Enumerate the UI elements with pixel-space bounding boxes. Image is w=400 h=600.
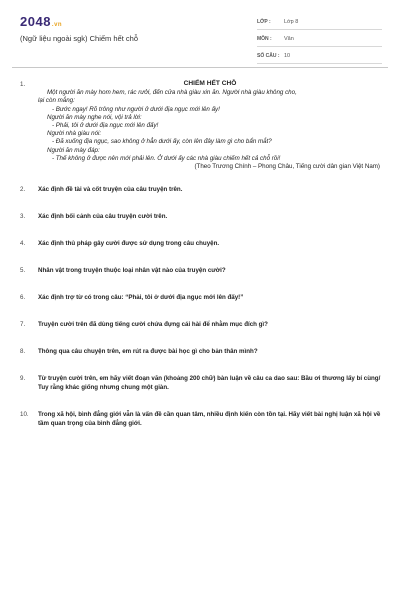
question-text: Xác định bối cảnh của câu truyện cười trên.	[38, 213, 168, 221]
question-5	[20, 266, 382, 275]
question-number: 2.	[20, 186, 26, 194]
meta-row-class	[257, 16, 382, 30]
reading-passage	[38, 80, 382, 171]
question-number: 4.	[20, 240, 26, 248]
logo-main: 2048	[20, 14, 51, 29]
meta-key: MÔN :	[257, 36, 272, 42]
meta-key: LỚP :	[257, 19, 271, 25]
question-text: Xác định đề tài và cốt truyện của câu truyện trên.	[38, 186, 183, 194]
document-title: (Ngữ liệu ngoài sgk) Chiếm hết chỗ	[20, 34, 138, 43]
meta-key: SỐ CÂU :	[257, 53, 280, 59]
passage-line: Một người ăn mày hom hem, rác rưởi, đến cửa nhà giàu xin ăn. Người nhà giàu không cho,	[47, 89, 297, 97]
question-number: 8.	[20, 348, 26, 356]
question-6	[20, 293, 382, 302]
question-text: Nhân vật trong truyện thuộc loại nhân vật nào của truyện cười?	[38, 267, 226, 275]
meta-row-question-count	[257, 50, 382, 64]
question-number: 10.	[20, 411, 29, 419]
site-logo[interactable]	[20, 14, 62, 29]
question-list	[20, 80, 382, 428]
meta-value: 10	[284, 53, 291, 59]
passage-line: - Thế không ở được nên mới phải lên. Ở dưới ấy các nhà giàu chiếm hết cả chỗ rồi!	[52, 154, 281, 162]
question-7	[20, 320, 382, 329]
question-number: 5.	[20, 267, 26, 275]
question-9	[20, 374, 382, 392]
question-text: Xác định thủ pháp gây cười được sử dụng trong câu chuyện.	[38, 240, 220, 248]
question-2	[20, 185, 382, 194]
question-text: Thông qua câu chuyện trên, em rút ra được bài học gì cho bản thân mình?	[38, 348, 258, 356]
header-divider	[12, 67, 388, 68]
passage-line: Người ăn mày nghe nói, vội trả lời:	[47, 113, 142, 121]
question-10	[20, 410, 382, 428]
question-text: Xác định trợ từ có trong câu: “Phải, tôi ở dưới địa ngục mới lên đấy!”	[38, 294, 244, 302]
logo-tld: .vn	[51, 22, 63, 28]
question-number: 9.	[20, 375, 26, 383]
question-3	[20, 212, 382, 221]
passage-line: Người ăn mày đáp:	[47, 146, 100, 154]
question-text: Trong xã hội, bình đẳng giới vẫn là vấn đề cần quan tâm, nhiều định kiến còn tồn tại. Hãy viết bài nghị luận xã hội về tầm quan trọng của bình đẳng giới.	[38, 411, 381, 428]
meta-value: Văn	[284, 36, 294, 42]
passage-line: Người nhà giàu nói:	[47, 130, 102, 138]
question-number: 3.	[20, 213, 26, 221]
meta-table	[257, 16, 382, 67]
passage-line: - Đã xuống địa ngục, sao không ở hẳn dưới ấy, còn lên đây làm gì cho bẩn mắt?	[52, 138, 272, 146]
question-text: Truyện cười trên đã dùng tiếng cười chứa đựng cái hài để nhằm mục đích gì?	[38, 321, 268, 329]
question-number: 1.	[20, 81, 26, 88]
question-number: 6.	[20, 294, 26, 302]
passage-line: lại còn mắng:	[38, 97, 75, 105]
question-4	[20, 239, 382, 248]
question-8	[20, 347, 382, 356]
meta-value: Lớp 8	[284, 19, 299, 25]
question-text: Từ truyện cười trên, em hãy viết đoạn văn (khoảng 200 chữ) bàn luận về câu ca dao sau: Bầu ơi thương lấy bí cùng/ Tuy rằng khác giống nhưng chung một giàn.	[38, 375, 381, 392]
meta-row-subject	[257, 33, 382, 47]
question-number: 7.	[20, 321, 26, 329]
passage-line: - Bước ngay! Rõ trông như người ở dưới địa ngục mới lên ấy!	[52, 105, 220, 113]
passage-source: (Theo Trương Chính – Phong Châu, Tiếng cười dân gian Việt Nam)	[194, 163, 380, 171]
question-1	[20, 80, 382, 171]
passage-line: - Phải, tôi ở dưới địa ngục mới lên đấy!	[52, 122, 159, 130]
passage-title: CHIẾM HẾT CHỖ	[183, 80, 237, 87]
